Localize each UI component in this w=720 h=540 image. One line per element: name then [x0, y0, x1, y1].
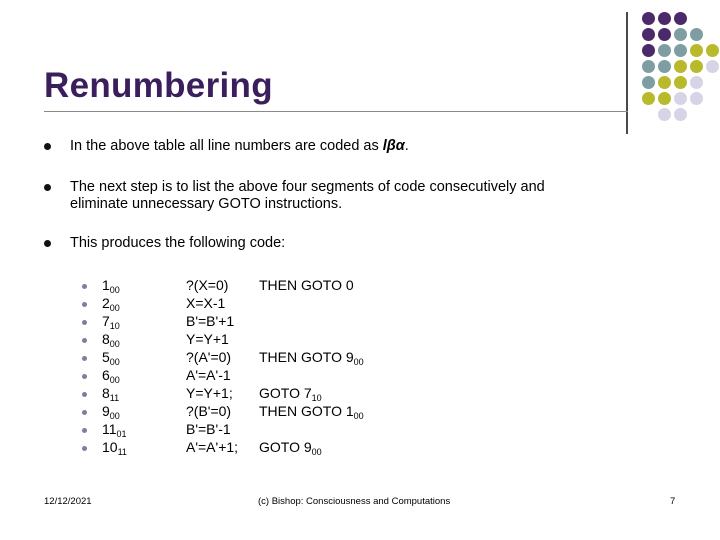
deco-dot — [642, 28, 655, 41]
code-label: $8_{11}$ — [102, 385, 120, 403]
code-op: A'=A'+1; — [186, 439, 239, 455]
sub-bullet-dot — [82, 356, 87, 361]
code-label: $2_{00}$ — [102, 295, 120, 313]
sub-bullet-dot — [82, 284, 87, 289]
deco-dot — [658, 60, 671, 73]
code-op: Y=Y+1 — [186, 331, 229, 347]
deco-dot — [642, 12, 655, 25]
bullet-item-2 — [70, 179, 650, 213]
code-op: Y=Y+1; — [186, 385, 233, 401]
bullet-trail: . — [404, 138, 409, 154]
deco-dot — [674, 108, 687, 121]
deco-dot — [658, 28, 671, 41]
sub-bullet-dot — [82, 338, 87, 343]
coded-symbol: lβα — [382, 138, 405, 154]
sub-bullet-dot — [82, 446, 87, 451]
code-label: $10_{11}$ — [102, 439, 127, 457]
deco-dot — [674, 60, 687, 73]
deco-dot — [658, 44, 671, 57]
deco-dot — [674, 28, 687, 41]
bullet-text-line-2: eliminate unnecessary GOTO instructions. — [70, 196, 343, 212]
title-divider — [44, 111, 628, 112]
bullet-item-1 — [70, 138, 650, 155]
deco-dot — [642, 44, 655, 57]
code-op: ?(A'=0) — [186, 349, 232, 365]
sub-bullet-dot — [82, 428, 87, 433]
code-label: $6_{00}$ — [102, 367, 120, 385]
code-label: $5_{00}$ — [102, 349, 120, 367]
bullet-dot — [44, 143, 51, 150]
deco-dot — [674, 76, 687, 89]
bullet-item-3: This produces the following code: — [70, 235, 286, 251]
deco-dot — [690, 76, 703, 89]
code-action: THEN GOTO $9_{00}$ — [259, 349, 364, 367]
code-op: A'=A'-1 — [186, 367, 231, 383]
deco-dot — [658, 92, 671, 105]
deco-dot — [658, 12, 671, 25]
deco-dot — [690, 60, 703, 73]
code-action: GOTO $9_{00}$ — [259, 439, 322, 457]
deco-dot — [642, 76, 655, 89]
bullet-text-line-1: The next step is to list the above four segments of code consecutively and — [70, 179, 545, 195]
footer-date: 12/12/2021 — [44, 496, 92, 507]
deco-dot — [690, 44, 703, 57]
deco-dot — [658, 108, 671, 121]
deco-dot — [706, 44, 719, 57]
bullet-dot — [44, 184, 51, 191]
deco-dot — [658, 76, 671, 89]
code-op: B'=B'+1 — [186, 313, 235, 329]
sub-bullet-dot — [82, 302, 87, 307]
decorative-vertical-line — [626, 12, 628, 134]
code-label: $11_{01}$ — [102, 421, 127, 439]
slide-title: Renumbering — [44, 66, 273, 105]
code-action: THEN GOTO 0 — [259, 277, 354, 293]
deco-dot — [674, 44, 687, 57]
code-op: X=X-1 — [186, 295, 226, 311]
code-label: $9_{00}$ — [102, 403, 120, 421]
deco-dot — [706, 60, 719, 73]
footer-credit: (c) Bishop: Consciousness and Computations — [258, 496, 451, 507]
deco-dot — [690, 92, 703, 105]
code-op: B'=B'-1 — [186, 421, 231, 437]
code-op: ?(B'=0) — [186, 403, 232, 419]
code-action: THEN GOTO $1_{00}$ — [259, 403, 364, 421]
deco-dot — [674, 12, 687, 25]
sub-bullet-dot — [82, 410, 87, 415]
deco-dot — [674, 92, 687, 105]
sub-bullet-dot — [82, 392, 87, 397]
deco-dot — [642, 92, 655, 105]
sub-bullet-dot — [82, 320, 87, 325]
code-action: GOTO $7_{10}$ — [259, 385, 322, 403]
sub-bullet-dot — [82, 374, 87, 379]
code-label: $7_{10}$ — [102, 313, 120, 331]
deco-dot — [690, 28, 703, 41]
bullet-dot — [44, 240, 51, 247]
page-number: 7 — [670, 496, 676, 507]
bullet-text: In the above table all line numbers are coded as — [70, 138, 383, 154]
code-op: ?(X=0) — [186, 277, 229, 293]
code-label: $1_{00}$ — [102, 277, 120, 295]
code-label: $8_{00}$ — [102, 331, 120, 349]
deco-dot — [642, 60, 655, 73]
